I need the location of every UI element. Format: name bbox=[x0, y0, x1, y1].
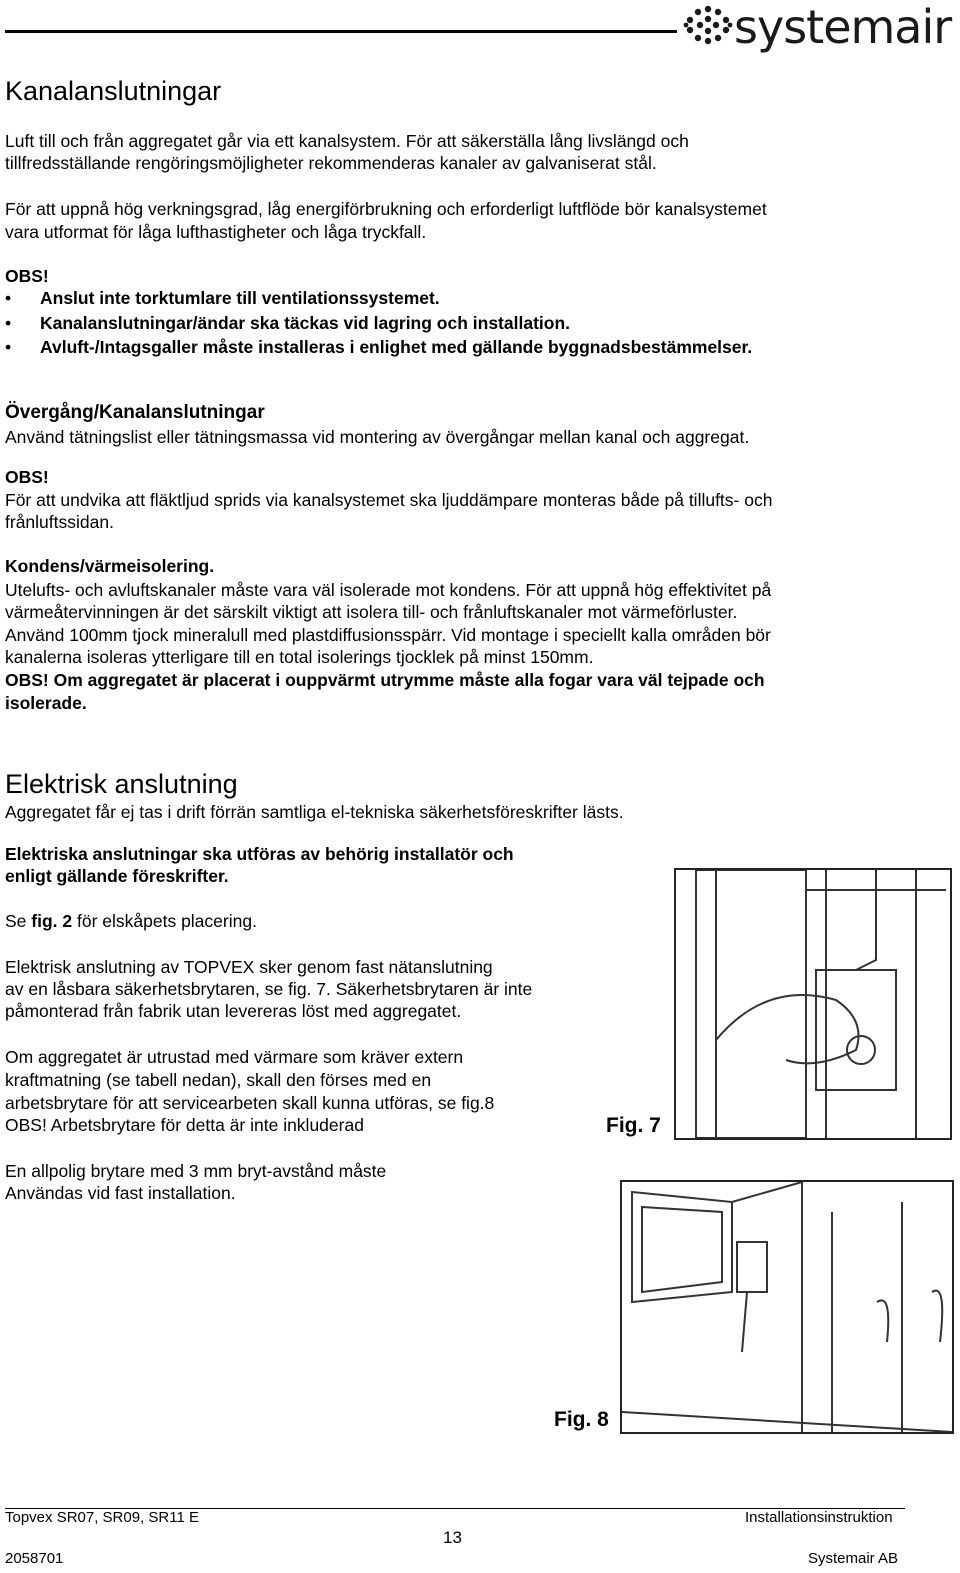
paragraph-line: arbetsbrytare för att servicearbeten skall kunna utföras, se fig.8 bbox=[5, 1093, 495, 1113]
paragraph-line: värmeåtervinningen är det särskilt viktigt att isolera till- och frånluftskanaler mot värmeförluster. bbox=[5, 602, 738, 622]
paragraph-line: En allpolig brytare med 3 mm bryt-avstånd måste bbox=[5, 1161, 387, 1181]
paragraph-line: enligt gällande föreskrifter. bbox=[5, 866, 229, 886]
obs-warning: OBS! Om aggregatet är placerat i ouppvärmt utrymme måste alla fogar vara väl tejpade och bbox=[5, 670, 765, 690]
fig-reference: fig. 2 bbox=[31, 911, 73, 931]
footer-doc-number: 2058701 bbox=[5, 1550, 64, 1567]
paragraph-line: tillfredsställande rengöringsmöjligheter rekommenderas kanaler av galvaniserat stål. bbox=[5, 153, 657, 173]
paragraph-line: För att uppnå hög verkningsgrad, låg energiförbrukning och erforderligt luftflöde bör kanalsystemet bbox=[5, 199, 767, 219]
paragraph-line: av en låsbara säkerhetsbrytaren, se fig. 7. Säkerhetsbrytaren är inte bbox=[5, 979, 533, 999]
paragraph-line: För att undvika att fläktljud sprids via kanalsystemet ska ljuddämpare monteras både på tillufts- och bbox=[5, 490, 773, 510]
section-title-overgang: Övergång/Kanalanslutningar bbox=[5, 402, 265, 423]
list-item-text: Anslut inte torktumlare till ventilationssystemet. bbox=[40, 288, 440, 308]
bullet-icon: • bbox=[5, 337, 12, 357]
obs-warning: isolerade. bbox=[5, 693, 87, 713]
list-item-text: Kanalanslutningar/ändar ska täckas vid lagring och installation. bbox=[40, 313, 571, 333]
see-text: för elskåpets placering. bbox=[72, 911, 257, 931]
header-rule bbox=[5, 30, 677, 33]
section-title-kanalanslutningar: Kanalanslutningar bbox=[5, 76, 222, 106]
footer-company: Systemair AB bbox=[808, 1550, 899, 1567]
obs-label: OBS! bbox=[5, 467, 49, 487]
obs-label: OBS! bbox=[5, 266, 49, 286]
paragraph-line: Användas vid fast installation. bbox=[5, 1183, 236, 1203]
paragraph-line: Luft till och från aggregatet går via ett kanalsystem. För att säkerställa lång livslängd och bbox=[5, 131, 689, 151]
paragraph-line: Utelufts- och avluftskanaler måste vara väl isolerade mot kondens. För att uppnå hög effektivitet på bbox=[5, 580, 772, 600]
paragraph-line: frånluftssidan. bbox=[5, 512, 114, 532]
paragraph-line: Använd tätningslist eller tätningsmassa vid montering av övergångar mellan kanal och aggregat. bbox=[5, 427, 750, 447]
safety-switch-illustration-icon bbox=[676, 870, 950, 1138]
paragraph-line: påmonterad från fabrik utan levereras löst med aggregatet. bbox=[5, 1001, 462, 1021]
paragraph-line: vara utformat för låga lufthastigheter och låga tryckfall. bbox=[5, 222, 427, 242]
figure-8-label: Fig. 8 bbox=[554, 1408, 609, 1431]
paragraph-line: Elektrisk anslutning av TOPVEX sker genom fast nätanslutning bbox=[5, 957, 493, 977]
footer-doc-type: Installationsinstruktion bbox=[745, 1509, 893, 1526]
bullet-icon: • bbox=[5, 288, 12, 308]
unit-isolator-illustration-icon bbox=[622, 1182, 952, 1432]
logo-wordmark: systemair bbox=[734, 0, 952, 54]
list-item-text: Avluft-/Intagsgaller måste installeras i enlighet med gällande byggnadsbestämmelser. bbox=[40, 337, 753, 357]
paragraph-line: kanalerna isoleras ytterligare till en total isolerings tjocklek på minst 150mm. bbox=[5, 647, 594, 667]
paragraph-line: Elektriska anslutningar ska utföras av behörig installatör och bbox=[5, 844, 514, 864]
paragraph-line: OBS! Arbetsbrytare för detta är inte inkluderad bbox=[5, 1115, 364, 1135]
section-title-kondens: Kondens/värmeisolering. bbox=[5, 556, 215, 576]
footer-product: Topvex SR07, SR09, SR11 E bbox=[5, 1509, 199, 1526]
figure-8-image bbox=[620, 1180, 954, 1434]
page-number: 13 bbox=[443, 1528, 462, 1547]
paragraph-line: kraftmatning (se tabell nedan), skall den förses med en bbox=[5, 1070, 432, 1090]
bullet-icon: • bbox=[5, 313, 12, 333]
section-title-elektrisk-anslutning: Elektrisk anslutning bbox=[5, 769, 238, 799]
see-text: Se bbox=[5, 911, 32, 931]
figure-7-label: Fig. 7 bbox=[606, 1114, 661, 1137]
paragraph-line: Aggregatet får ej tas i drift förrän samtliga el-tekniska säkerhetsföreskrifter lästs. bbox=[5, 802, 624, 822]
paragraph-line: Använd 100mm tjock mineralull med plastdiffusionsspärr. Vid montage i speciellt kalla områden bör bbox=[5, 625, 771, 645]
figure-7-image bbox=[674, 868, 952, 1140]
paragraph-line: Om aggregatet är utrustad med värmare som kräver extern bbox=[5, 1047, 464, 1067]
